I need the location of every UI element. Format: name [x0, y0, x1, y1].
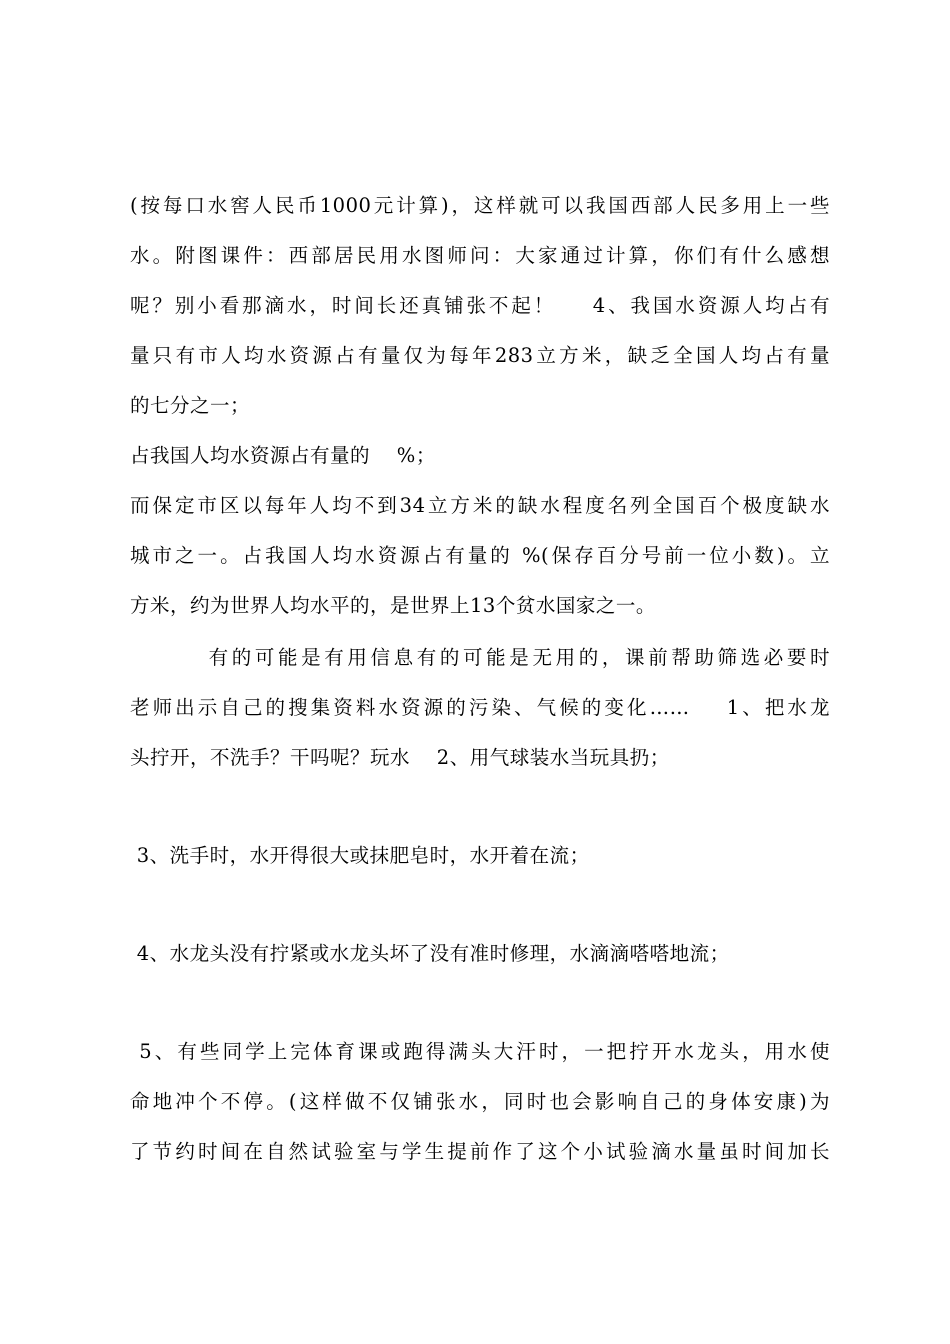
- text-line-11: 老师出示自己的搜集资料水资源的污染、气候的变化…… 1、把水龙: [130, 696, 830, 719]
- text-line-16: 命地冲个不停。(这样做不仅铺张水，同时也会影响自己的身体安康)为: [130, 1090, 830, 1113]
- text-line-4: 量只有市人均水资源占有量仅为每年283立方米，缺乏全国人均占有量: [130, 344, 830, 367]
- text-line-6: 占我国人均水资源占有量的 %；: [130, 444, 436, 467]
- text-line-1: (按每口水窖人民币1000元计算)，这样就可以我国西部人民多用上一些: [130, 194, 830, 217]
- text-line-7: 而保定市区以每年人均不到34立方米的缺水程度名列全国百个极度缺水: [130, 494, 830, 517]
- text-line-17: 了节约时间在自然试验室与学生提前作了这个小试验滴水量虽时间加长: [130, 1140, 830, 1163]
- text-line-10: 有的可能是有用信息有的可能是无用的，课前帮助筛选必要时: [130, 646, 830, 669]
- text-line-15: 5、有些同学上完体育课或跑得满头大汗时，一把拧开水龙头，用水使: [130, 1040, 830, 1063]
- text-line-12: 头拧开，不洗手？干吗呢？玩水 2、用气球装水当玩具扔；: [130, 746, 670, 769]
- text-line-8: 城市之一。占我国人均水资源占有量的 %(保存百分号前一位小数)。立: [130, 544, 830, 567]
- text-line-14: 4、水龙头没有拧紧或水龙头坏了没有准时修理，水滴滴嗒嗒地流；: [130, 942, 730, 965]
- text-line-2: 水。附图课件：西部居民用水图师问：大家通过计算，你们有什么感想: [130, 244, 830, 267]
- text-line-9: 方米，约为世界人均水平的，是世界上13个贫水国家之一。: [130, 594, 656, 617]
- text-line-13: 3、洗手时，水开得很大或抹肥皂时，水开着在流；: [130, 844, 590, 867]
- text-line-3: 呢？别小看那滴水，时间长还真铺张不起！ 4、我国水资源人均占有: [130, 294, 830, 317]
- text-line-5: 的七分之一；: [130, 394, 251, 417]
